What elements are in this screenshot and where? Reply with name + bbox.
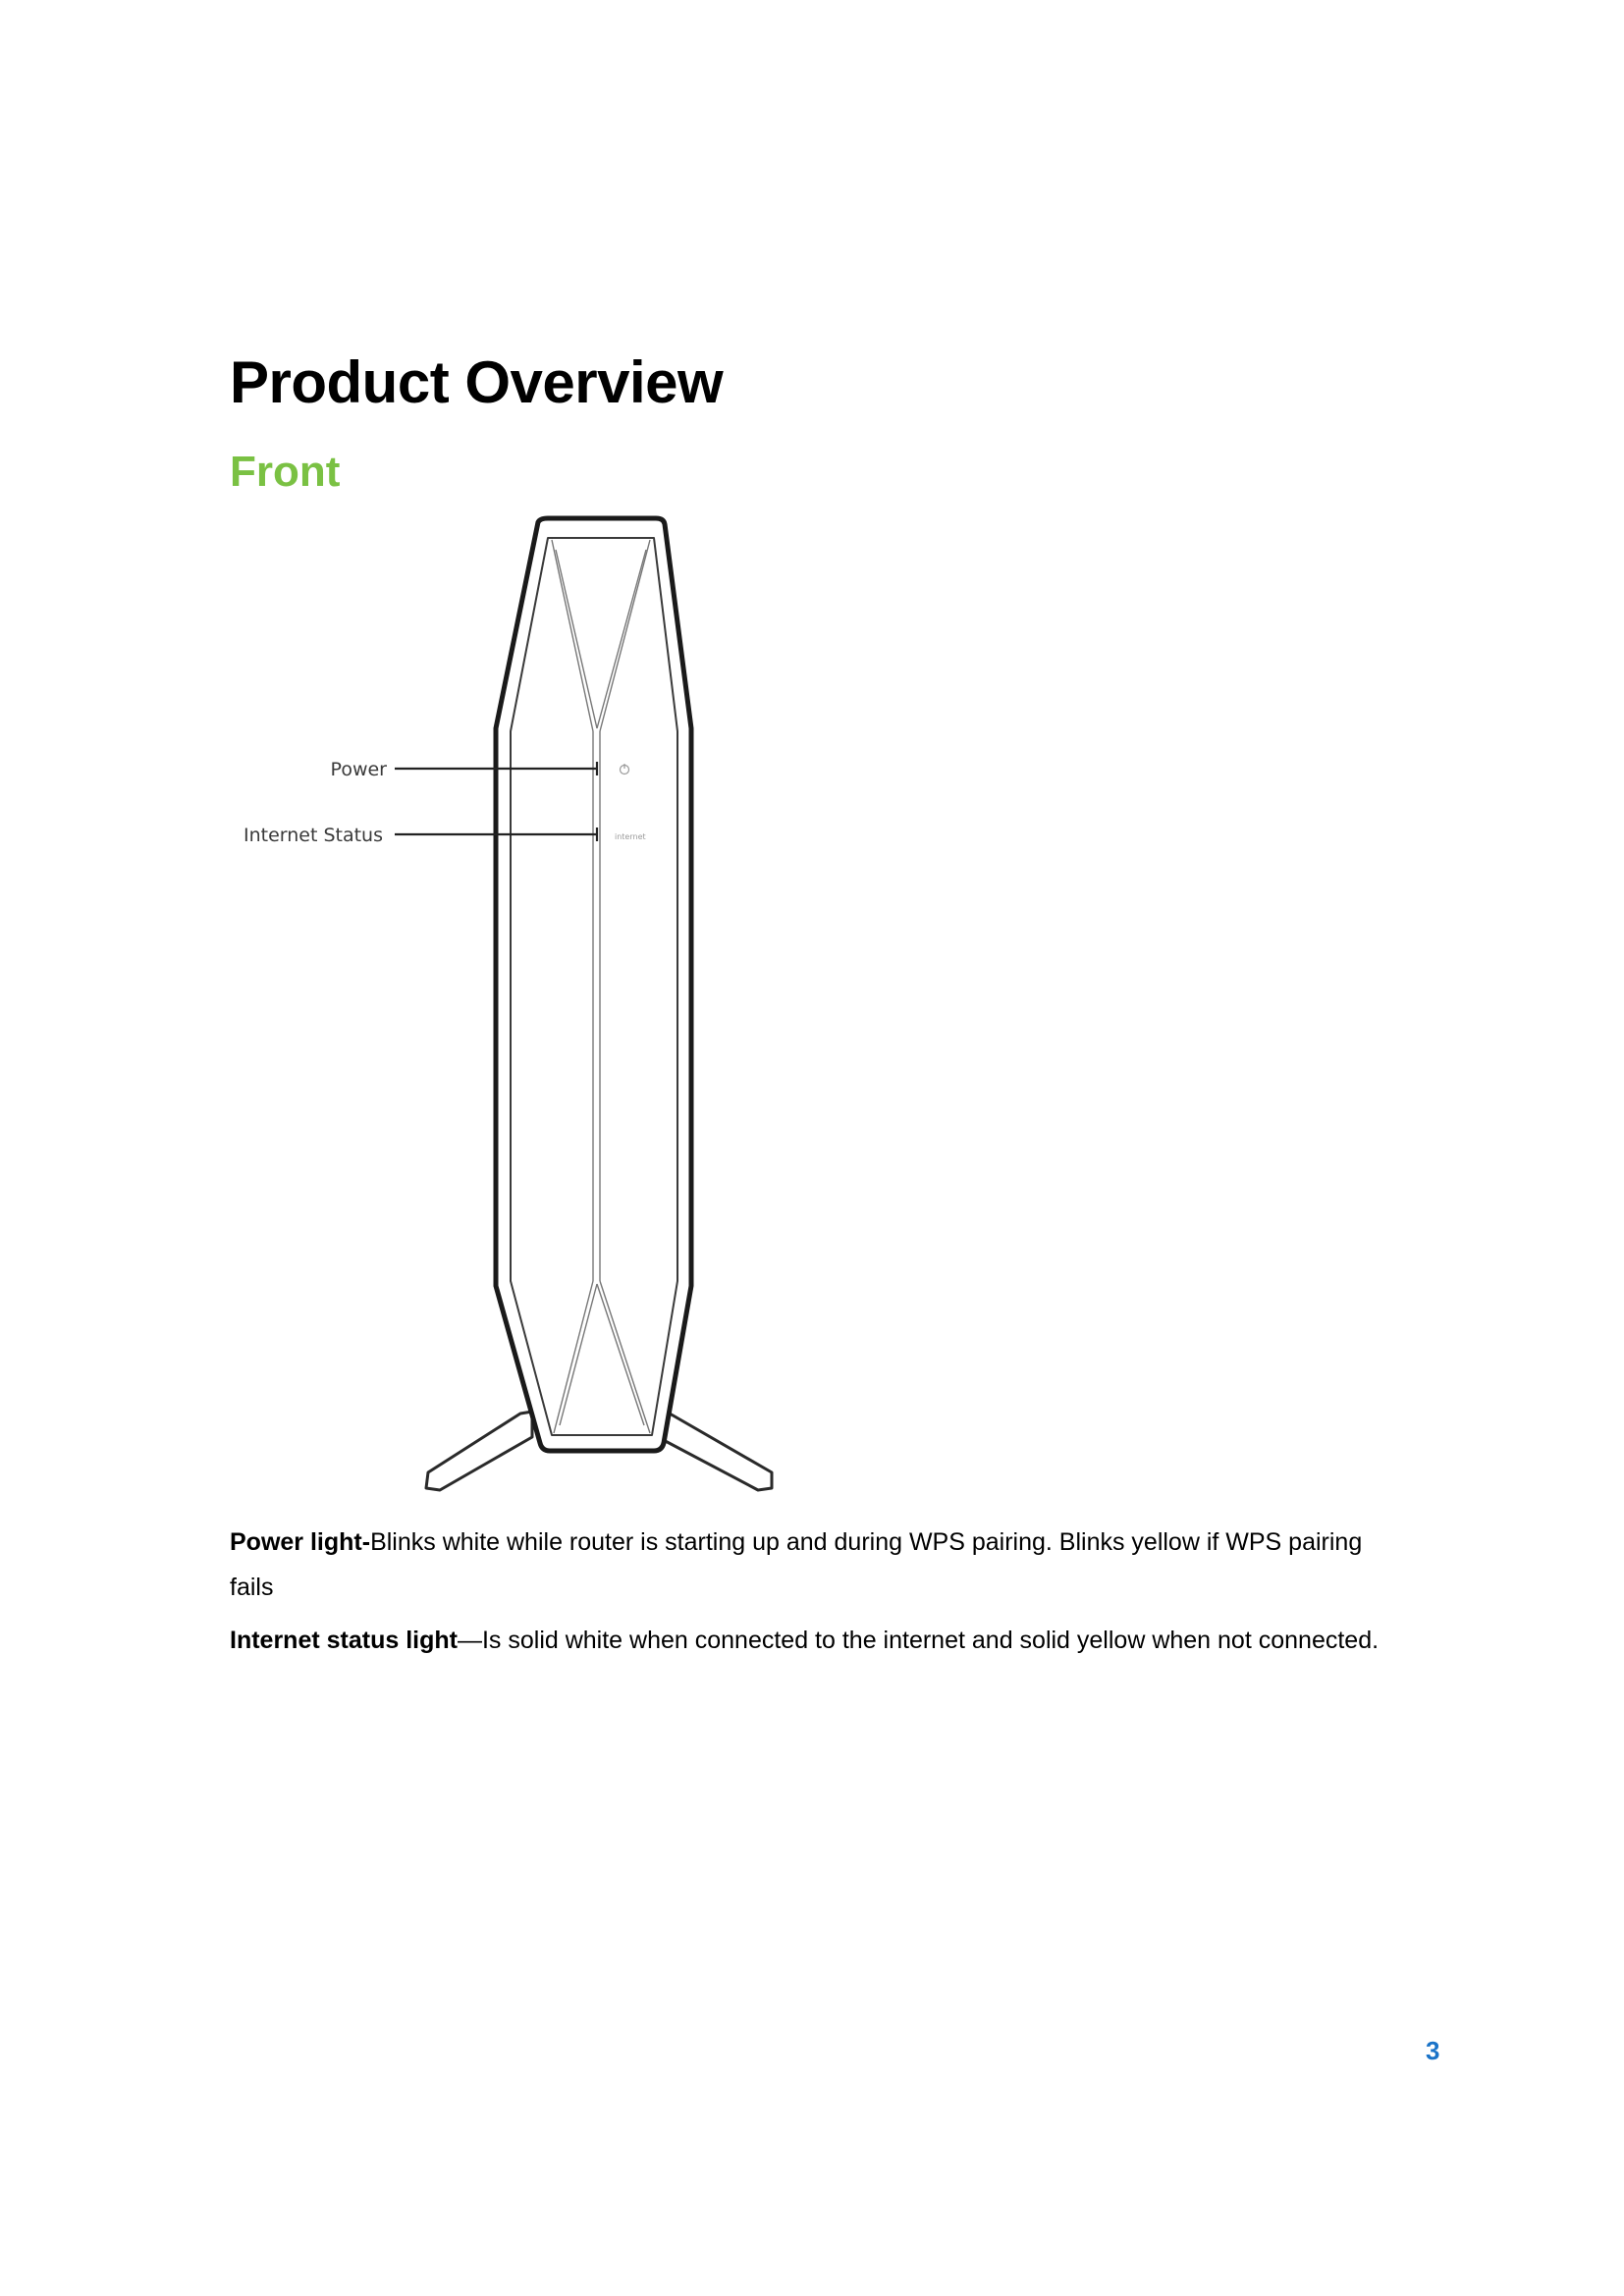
internet-status-light-term: Internet status light <box>230 1627 458 1654</box>
page-title: Product Overview <box>230 349 724 415</box>
section-title: Front <box>230 448 341 496</box>
internet-status-callout-label: Internet Status <box>243 825 383 846</box>
power-light-term: Power light- <box>230 1528 371 1556</box>
router-front-illustration <box>226 510 785 1512</box>
internet-status-light-description <box>230 1618 1408 1663</box>
device-internet-label: internet <box>615 832 646 841</box>
power-light-text: Blinks white while router is starting up and during WPS pairing. Blinks yellow if WPS pairing fails <box>230 1528 1363 1601</box>
right-leg <box>658 1412 772 1490</box>
power-light-description <box>230 1520 1408 1610</box>
left-leg <box>426 1412 532 1490</box>
internet-status-light-text: —Is solid white when connected to the internet and solid yellow when not connected. <box>457 1627 1380 1654</box>
power-callout-label: Power <box>330 759 387 780</box>
page-number: 3 <box>1426 2036 1440 2065</box>
